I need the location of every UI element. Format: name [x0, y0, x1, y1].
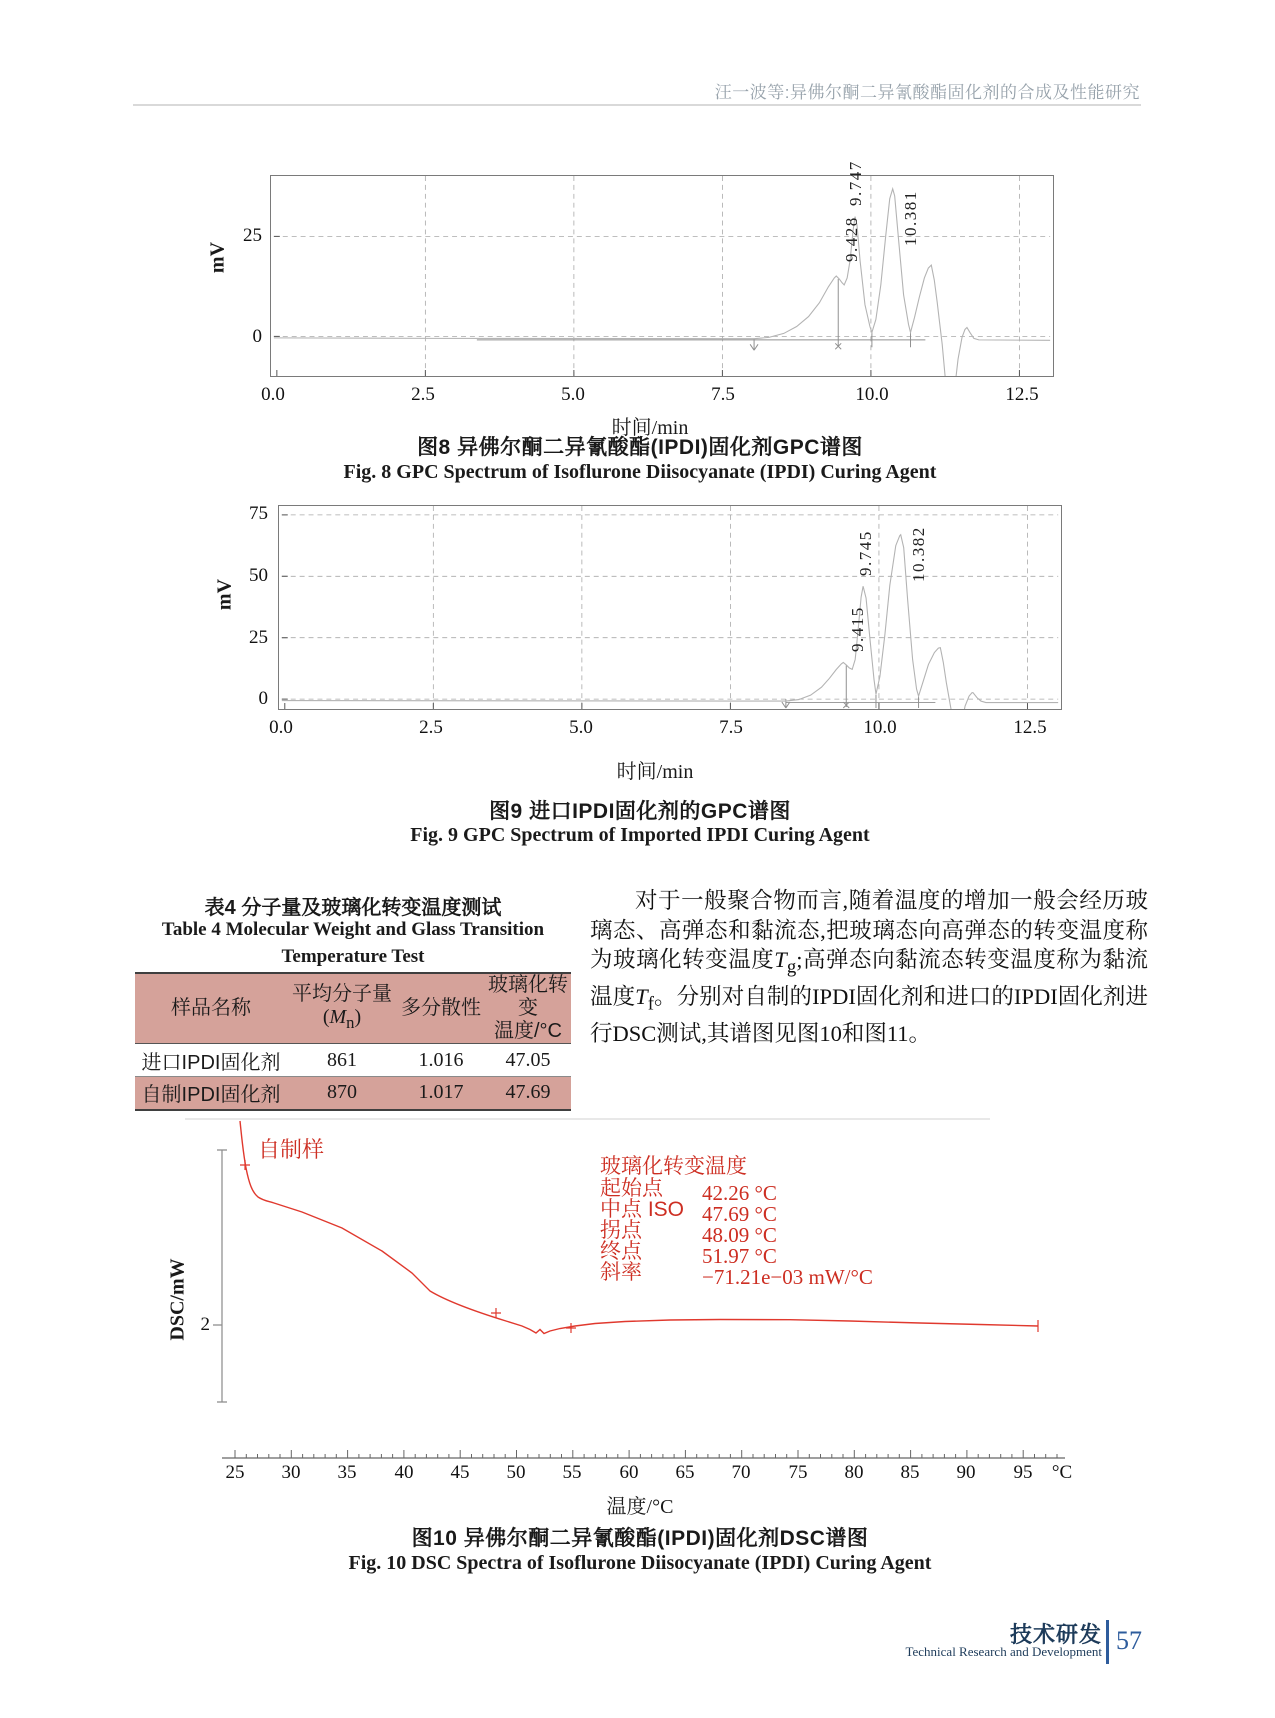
footer-section-en: Technical Research and Development: [905, 1644, 1102, 1659]
fig10-xtick: 40: [394, 1462, 414, 1483]
fig9-gridlines: [282, 506, 1058, 709]
annotation-label: 斜率: [600, 1261, 642, 1284]
fig9-integration-marks: [782, 665, 935, 708]
fig10-xtick: 90: [956, 1462, 976, 1483]
fig8-axis-ticks: [274, 236, 1020, 376]
fig10-caption-cn: 图10 异佛尔酮二异氰酸酯(IPDI)固化剂DSC谱图: [411, 1527, 869, 1550]
tg-symbol: T: [774, 947, 787, 972]
annotation-value: 47.69 °C: [702, 1202, 777, 1226]
table4-col-tg-line2: 温度/°C: [494, 1020, 562, 1042]
fig10-x-unit: °C: [1051, 1462, 1073, 1483]
annotation-label: 中点 ISO: [600, 1198, 685, 1221]
header-rule: [133, 104, 1141, 106]
annotation-row: [600, 1177, 1030, 1205]
fig8-gpc-trace: [274, 189, 1050, 376]
fig10-xtick: 25: [225, 1462, 245, 1483]
table4-col-tg-line1: 玻璃化转变: [488, 974, 568, 1019]
fig10-x-axis-label: 温度/°C: [606, 1496, 674, 1518]
annotation-value: 51.97 °C: [702, 1244, 777, 1268]
footer-section-cn: 技术研发: [1009, 1622, 1102, 1647]
table4-title-en-line1: Table 4 Molecular Weight and Glass Transition: [161, 919, 545, 940]
fig10-xtick: 95: [1013, 1462, 1033, 1483]
fig10-xtick: 80: [844, 1462, 864, 1483]
tf-subscript: f: [647, 993, 654, 1015]
fig10-x-axis-ticks: [235, 1450, 1057, 1458]
fig10-y-axis-label: DSC/mW: [166, 1258, 189, 1341]
fig9-peak-label-1: 9.415: [848, 606, 867, 652]
cell-mn: 870: [327, 1081, 357, 1104]
cell-tg: 47.05: [505, 1048, 551, 1071]
fig8-xtick: 0.0: [261, 384, 285, 405]
fig10-xtick: 55: [562, 1462, 582, 1483]
table4-col-tg: [485, 973, 571, 1044]
annotation-row: [600, 1240, 1030, 1268]
fig10-xtick: 65: [675, 1462, 695, 1483]
fig9-ytick-50: 50: [249, 565, 268, 586]
table4-col-mn: [287, 973, 397, 1044]
fig9-caption-cn: 图9 进口IPDI固化剂的GPC谱图: [489, 800, 791, 823]
fig9-ytick-25: 25: [249, 627, 268, 648]
fig10-xtick: 30: [281, 1462, 301, 1483]
annotation-row: [600, 1198, 1030, 1226]
mn-subscript: n: [346, 1013, 355, 1032]
fig10-caption-en: Fig. 10 DSC Spectra of Isoflurone Diisocyanate (IPDI) Curing Agent: [348, 1552, 932, 1574]
body-paragraph: [590, 886, 1148, 1049]
fig8-xtick: 5.0: [561, 384, 585, 405]
fig9-peak-label-2: 9.745: [856, 530, 875, 576]
cell-sample-name: 进口IPDI固化剂: [141, 1051, 281, 1074]
fig8-plot-area: [270, 175, 1054, 377]
fig9-peak-label-3: 10.382: [909, 526, 928, 582]
fig10-xtick: 45: [450, 1462, 470, 1483]
fig8-peak-label-1: 9.428: [842, 216, 861, 262]
fig8-y-axis-label: mV: [206, 241, 229, 274]
fig10-xtick: 70: [731, 1462, 751, 1483]
fig9-ytick-0: 0: [258, 688, 268, 709]
fig8-xtick: 7.5: [711, 384, 735, 405]
cell-tg: 47.69: [505, 1081, 551, 1104]
table4-col-sample-name: 样品名称: [171, 997, 251, 1019]
fig8-peak-label-2: 9.747: [846, 160, 865, 206]
table4: [135, 972, 571, 1111]
fig9-ytick-75: 75: [249, 503, 268, 524]
fig8-ytick-0: 0: [252, 326, 262, 347]
cell-pdi: 1.016: [418, 1048, 464, 1071]
fig10-sample-label: 自制样: [258, 1137, 325, 1162]
fig10-xtick: 75: [788, 1462, 808, 1483]
fig8-caption-cn: 图8 异佛尔酮二异氰酸酯(IPDI)固化剂GPC谱图: [417, 436, 863, 459]
fig9-plot-area: [278, 505, 1062, 710]
fig10-xtick: 50: [506, 1462, 526, 1483]
table4-header-row: [135, 973, 571, 1044]
cell-pdi: 1.017: [418, 1081, 464, 1104]
table4-title-en-line2: Temperature Test: [281, 946, 425, 967]
annotation-value: 42.26 °C: [702, 1181, 777, 1205]
fig8-ytick-25: 25: [243, 225, 262, 246]
annotation-value: −71.21e−03 mW/°C: [702, 1265, 873, 1289]
fig9-xtick: 5.0: [569, 717, 593, 738]
fig9-gpc-trace: [282, 535, 1058, 709]
fig9-y-axis-label: mV: [213, 578, 236, 611]
tf-symbol: T: [635, 984, 648, 1009]
fig9-gpc-curve-svg: [279, 506, 1061, 709]
paren: (: [322, 1006, 330, 1028]
fig9-xtick: 2.5: [419, 717, 443, 738]
cell-sample-name: 自制IPDI固化剂: [141, 1084, 281, 1107]
fig10-xtick: 85: [900, 1462, 920, 1483]
table4-row-imported: [135, 1044, 571, 1077]
table4-title-cn: 表4 分子量及玻璃化转变温度测试: [204, 897, 502, 919]
annotation-value: 48.09 °C: [702, 1223, 777, 1247]
fig8-xtick: 12.5: [1005, 384, 1039, 405]
fig9-xtick: 12.5: [1013, 717, 1047, 738]
fig10-xtick: 35: [337, 1462, 357, 1483]
table4-col-mn-line2: [287, 1006, 397, 1034]
fig9-caption-en: Fig. 9 GPC Spectrum of Imported IPDI Curing Agent: [410, 824, 870, 846]
fig9-xtick: 0.0: [269, 717, 293, 738]
annotation-row: [600, 1261, 1030, 1289]
fig8-integration-marks: [477, 279, 926, 350]
running-head: 汪一波等:异佛尔酮二异氰酸酯固化剂的合成及性能研究: [714, 83, 1140, 102]
table4-row-selfmade: [135, 1077, 571, 1110]
annotation-label: 终点: [600, 1240, 642, 1263]
paragraph-text: ;高弹态向黏流态转变温度称为黏流温度: [590, 947, 1148, 1009]
table4-col-mn-line1: 平均分子量: [292, 983, 392, 1005]
annotation-row: [600, 1219, 1030, 1247]
paragraph-text: 。分别对自制的IPDI固化剂和进口的IPDI固化剂进行DSC测试,其谱图见图10和图11。: [590, 984, 1148, 1046]
fig8-peak-label-3: 10.381: [901, 190, 920, 246]
paren: ): [354, 1006, 362, 1028]
fig8-xtick: 10.0: [855, 384, 889, 405]
annotation-label: 起始点: [600, 1177, 663, 1200]
annotation-label: 拐点: [600, 1219, 642, 1242]
fig8-caption-en: Fig. 8 GPC Spectrum of Isoflurone Diisocyanate (IPDI) Curing Agent: [343, 461, 937, 483]
mn-symbol: M: [329, 1006, 347, 1028]
fig9-xtick: 10.0: [863, 717, 897, 738]
fig9-xtick: 7.5: [719, 717, 743, 738]
footer-page-number: 57: [1116, 1626, 1142, 1655]
fig10-y-axis: [213, 1150, 227, 1402]
fig9-x-axis-label: 时间/min: [616, 761, 694, 783]
fig8-xtick: 2.5: [411, 384, 435, 405]
fig10-glass-transition-annotation: [600, 1155, 1030, 1289]
annotation-title: 玻璃化转变温度: [600, 1155, 747, 1178]
paragraph-text: 对于一般聚合物而言,随着温度的增加一般会经历玻璃态、高弹态和黏流态,把玻璃态向高弹态的转变温度称为玻璃化转变温度: [590, 888, 1148, 972]
fig8-gpc-curve-svg: [271, 176, 1053, 376]
fig8-x-axis-label: 时间/min: [611, 417, 689, 439]
fig10-ytick-2: 2: [200, 1314, 210, 1335]
fig10-xtick: 60: [619, 1462, 639, 1483]
footer-divider-bar: [1106, 1620, 1109, 1664]
tg-subscript: g: [786, 956, 797, 978]
table4-col-pdi: 多分散性: [401, 997, 481, 1019]
cell-mn: 861: [327, 1048, 357, 1071]
